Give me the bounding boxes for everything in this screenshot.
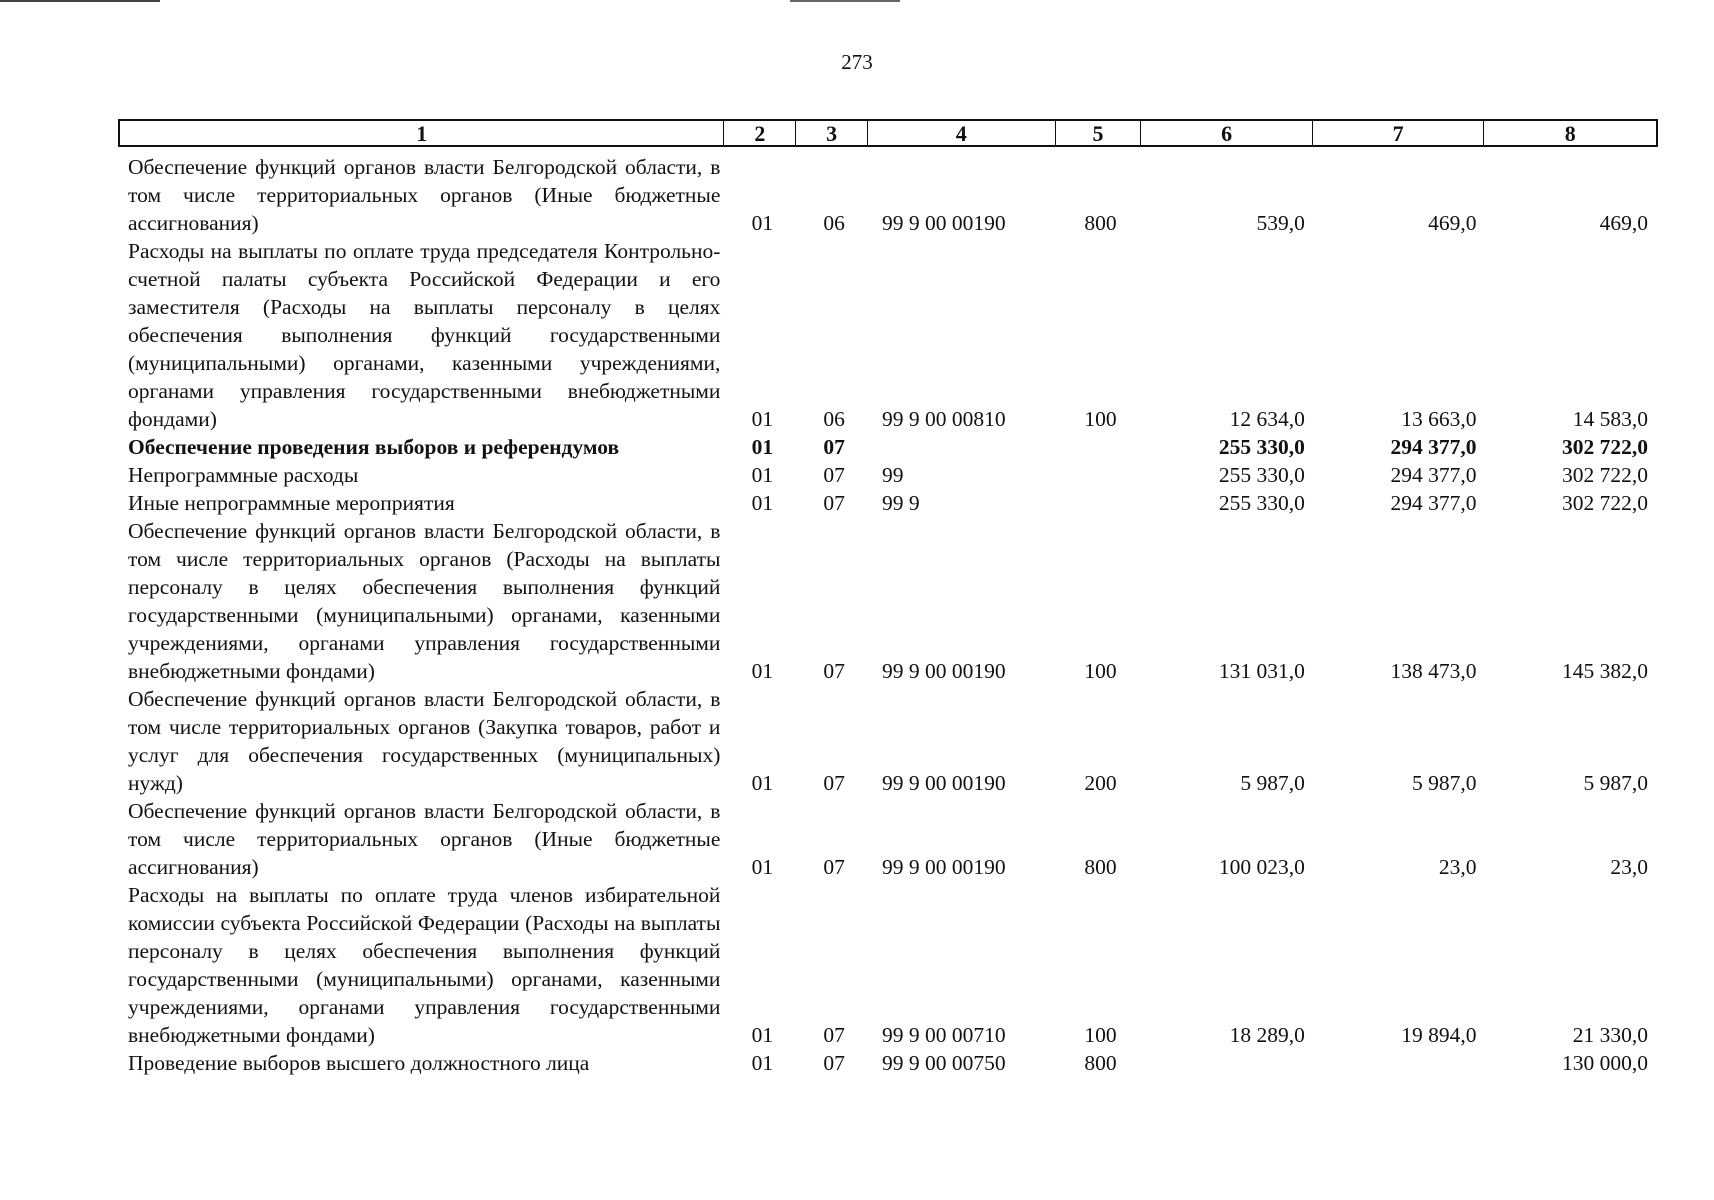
row-amount-6: 131 031,0	[1218, 659, 1305, 683]
header-col-7: 7	[1313, 121, 1485, 145]
row-name: Обеспечение функций органов власти Белгородской области, в том числе территориальных органов (Закупка товаров, работ и услуг для обеспечения государственных (муниципальных) нужд)	[128, 687, 721, 795]
row-name: Проведение выборов высшего должностного лица	[128, 1051, 590, 1075]
row-section: 01	[751, 855, 774, 879]
table-row	[118, 517, 1658, 685]
row-amount-8: 302 722,0	[1562, 491, 1649, 515]
header-col-4: 4	[868, 121, 1056, 145]
row-subsection: 06	[823, 211, 845, 235]
row-amount-7: 294 377,0	[1390, 463, 1477, 487]
header-col-6: 6	[1141, 121, 1313, 145]
row-target-article: 99 9 00 00190	[882, 771, 1006, 795]
table-body	[118, 153, 1658, 1077]
row-expense-type: 800	[1084, 211, 1117, 235]
row-amount-6: 12 634,0	[1229, 407, 1305, 431]
row-amount-7: 294 377,0	[1390, 435, 1477, 459]
row-subsection: 07	[823, 435, 845, 459]
table-row	[118, 153, 1658, 237]
table-row	[118, 461, 1658, 489]
table-row	[118, 237, 1658, 433]
row-expense-type: 100	[1084, 659, 1117, 683]
row-target-article: 99 9	[882, 491, 920, 515]
row-amount-6: 255 330,0	[1218, 463, 1305, 487]
row-section: 01	[751, 463, 774, 487]
row-amount-6: 100 023,0	[1218, 855, 1305, 879]
table-row-bold	[118, 433, 1658, 461]
table-row	[118, 685, 1658, 797]
row-name: Расходы на выплаты по оплате труда председателя Контрольно-счетной палаты субъекта Российской Федерации и его заместителя (Расходы на выплаты персоналу в целях обеспечения выполнения функций государственными (муниципальными) органами, казенными учреждениями, органами управления государственными внебюджетными фондами)	[128, 239, 721, 431]
row-expense-type: 200	[1084, 771, 1117, 795]
row-section: 01	[751, 659, 774, 683]
row-amount-8: 469,0	[1599, 211, 1649, 235]
header-col-3: 3	[796, 121, 868, 145]
row-subsection: 07	[823, 771, 845, 795]
row-section: 01	[751, 435, 774, 459]
row-subsection: 07	[823, 855, 845, 879]
row-amount-8: 14 583,0	[1572, 407, 1649, 431]
row-amount-7: 294 377,0	[1390, 491, 1477, 515]
page-number: 273	[841, 50, 873, 74]
scan-edge-mark	[0, 0, 160, 2]
row-name: Обеспечение функций органов власти Белгородской области, в том числе территориальных органов (Иные бюджетные ассигнования)	[128, 799, 721, 879]
row-amount-6: 539,0	[1256, 211, 1305, 235]
row-amount-7: 5 987,0	[1411, 771, 1477, 795]
table-row	[118, 489, 1658, 517]
row-amount-8: 302 722,0	[1562, 463, 1649, 487]
row-subsection: 07	[823, 491, 845, 515]
header-col-5: 5	[1056, 121, 1142, 145]
row-amount-6: 18 289,0	[1229, 1023, 1305, 1047]
row-amount-8: 21 330,0	[1572, 1023, 1649, 1047]
row-subsection: 06	[823, 407, 845, 431]
row-subsection: 07	[823, 659, 845, 683]
row-target-article: 99 9 00 00190	[882, 855, 1006, 879]
row-name: Обеспечение функций органов власти Белгородской области, в том числе территориальных органов (Расходы на выплаты персоналу в целях обеспечения выполнения функций государственными (муниципальными) органами, казенными учреждениями, органами управления государственными внебюджетными фондами)	[128, 519, 721, 683]
row-amount-8: 23,0	[1610, 855, 1649, 879]
row-amount-8: 5 987,0	[1583, 771, 1649, 795]
row-amount-6: 5 987,0	[1240, 771, 1305, 795]
row-expense-type: 100	[1084, 407, 1117, 431]
row-amount-6: 255 330,0	[1218, 435, 1305, 459]
row-section: 01	[751, 1023, 774, 1047]
row-amount-7: 13 663,0	[1401, 407, 1477, 431]
header-col-1: 1	[120, 121, 724, 145]
row-amount-7: 23,0	[1438, 855, 1477, 879]
row-name: Обеспечение проведения выборов и референдумов	[128, 435, 620, 459]
row-section: 01	[751, 491, 774, 515]
table-row	[118, 1049, 1658, 1077]
row-target-article: 99 9 00 00190	[882, 659, 1006, 683]
row-target-article: 99 9 00 00190	[882, 211, 1006, 235]
row-target-article: 99	[882, 463, 904, 487]
row-expense-type: 100	[1084, 1023, 1117, 1047]
row-target-article: 99 9 00 00710	[882, 1023, 1006, 1047]
row-expense-type: 800	[1084, 855, 1117, 879]
row-subsection: 07	[823, 463, 845, 487]
row-amount-6: 255 330,0	[1218, 491, 1305, 515]
row-amount-7: 469,0	[1428, 211, 1477, 235]
scan-edge-mark	[790, 0, 900, 2]
row-amount-7: 19 894,0	[1401, 1023, 1477, 1047]
row-name: Непрограммные расходы	[128, 463, 359, 487]
row-amount-8: 130 000,0	[1562, 1051, 1649, 1075]
row-name: Обеспечение функций органов власти Белгородской области, в том числе территориальных органов (Иные бюджетные ассигнования)	[128, 155, 721, 235]
row-expense-type: 800	[1084, 1051, 1117, 1075]
row-amount-8: 302 722,0	[1562, 435, 1649, 459]
row-amount-8: 145 382,0	[1562, 659, 1649, 683]
row-amount-7: 138 473,0	[1390, 659, 1477, 683]
row-target-article: 99 9 00 00810	[882, 407, 1006, 431]
row-name: Расходы на выплаты по оплате труда членов избирательной комиссии субъекта Российской Федерации (Расходы на выплаты персоналу в целях обеспечения выполнения функций государственными (муниципальными) органами, казенными учреждениями, органами управления государственными внебюджетными фондами)	[128, 883, 721, 1047]
header-col-8: 8	[1564, 121, 1576, 146]
row-target-article: 99 9 00 00750	[882, 1051, 1006, 1075]
row-subsection: 07	[823, 1023, 845, 1047]
header-col-2: 2	[724, 121, 796, 145]
table-header	[118, 119, 1658, 147]
row-section: 01	[751, 771, 774, 795]
row-subsection: 07	[823, 1051, 845, 1075]
table-row	[118, 797, 1658, 881]
row-section: 01	[751, 1051, 774, 1075]
row-section: 01	[751, 211, 774, 235]
row-section: 01	[751, 407, 774, 431]
row-name: Иные непрограммные мероприятия	[128, 491, 455, 515]
table-row	[118, 881, 1658, 1049]
